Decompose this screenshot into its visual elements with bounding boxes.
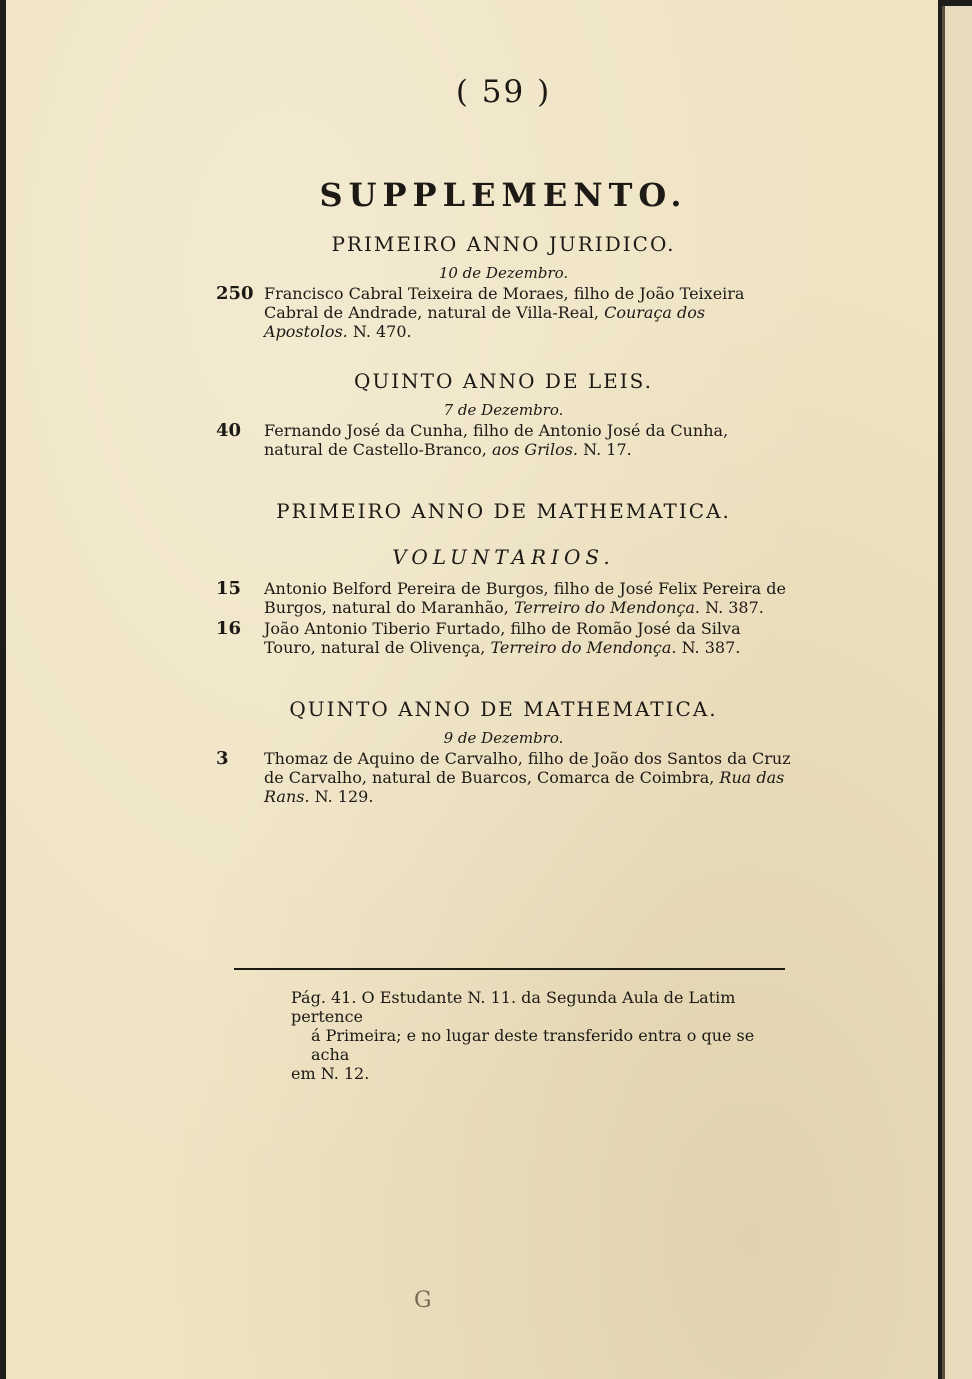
list-item bbox=[216, 421, 791, 459]
section-subtitle: VOLUNTARIOS. bbox=[392, 545, 615, 569]
entry-ref: N. 387. bbox=[705, 598, 764, 617]
errata-line: Pág. 41. O Estudante N. 11. da Segunda Aula de Latim pertence bbox=[291, 988, 736, 1026]
entry-text: filho de Antonio José da Cunha, natural de Castello-Branco, bbox=[264, 421, 729, 459]
entry-ref: N. 470. bbox=[352, 322, 412, 341]
entry-number: 250 bbox=[216, 283, 254, 304]
section-title: QUINTO ANNO DE MATHEMATICA. bbox=[289, 697, 718, 721]
errata-note bbox=[291, 988, 791, 1083]
list-item bbox=[216, 579, 791, 617]
section-primeiro-mathematica bbox=[216, 499, 791, 657]
adjacent-page-edge bbox=[942, 6, 972, 1379]
entry-name: Fernando José da Cunha, bbox=[264, 421, 468, 440]
section-title: PRIMEIRO ANNO JURIDICO. bbox=[331, 232, 676, 256]
entry-name: Antonio Belford Pereira de Burgos, bbox=[264, 579, 549, 598]
entry-address: Terreiro do Mendonça. bbox=[490, 638, 677, 657]
errata-line: á Primeira; e no lugar deste transferido entra o que se acha bbox=[311, 1026, 755, 1064]
divider-rule bbox=[234, 968, 785, 970]
entry-ref: N. 387. bbox=[681, 638, 741, 657]
entry-number: 15 bbox=[216, 578, 242, 599]
entry-text: filho de José Felix Pereira de Burgos, natural do Maranhão, bbox=[264, 579, 786, 617]
entry-ref: N. 17. bbox=[583, 440, 632, 459]
entry-ref: N. 129. bbox=[314, 787, 374, 806]
section-quinto-mathematica bbox=[216, 697, 791, 806]
entry-number: 40 bbox=[216, 420, 242, 441]
section-date: 10 de Dezembro. bbox=[438, 264, 569, 282]
entry-text: filho de João dos Santos da Cruz de Carvalho, natural de Buarcos, Comarca de Coimbra, bbox=[264, 749, 791, 787]
errata-line: em N. 12. bbox=[291, 1064, 370, 1083]
document-page bbox=[6, 0, 938, 1379]
section-primeiro-juridico bbox=[216, 232, 791, 341]
section-title: PRIMEIRO ANNO DE MATHEMATICA. bbox=[276, 499, 731, 523]
entry-text: filho de Romão José da Silva Touro, natural de Olivença, bbox=[264, 619, 741, 657]
entry-number: 3 bbox=[216, 748, 229, 769]
supplement-heading: SUPPLEMENTO. bbox=[319, 176, 688, 214]
page-content bbox=[216, 74, 791, 808]
section-date: 9 de Dezembro. bbox=[443, 729, 564, 747]
page-number: ( 59 ) bbox=[455, 74, 552, 110]
section-quinto-leis bbox=[216, 369, 791, 459]
entry-name: Francisco Cabral Teixeira de Moraes, bbox=[264, 284, 569, 303]
entry-address: aos Grilos. bbox=[491, 440, 579, 459]
section-title: QUINTO ANNO DE LEIS. bbox=[353, 369, 654, 393]
list-item bbox=[216, 619, 791, 657]
list-item bbox=[216, 749, 791, 806]
entry-address: Couraça dos Apostolos. bbox=[264, 303, 706, 341]
entry-name: Thomaz de Aquino de Carvalho, bbox=[264, 749, 523, 768]
entry-address: Terreiro do Mendonça. bbox=[513, 598, 700, 617]
entry-text: filho de João Teixeira Cabral de Andrade, natural de Villa-Real, bbox=[264, 284, 745, 322]
entry-number: 16 bbox=[216, 618, 242, 639]
entry-address: Rua das Rans. bbox=[264, 768, 785, 806]
list-item bbox=[216, 284, 791, 341]
section-date: 7 de Dezembro. bbox=[443, 401, 564, 419]
signature-mark: G bbox=[414, 1288, 432, 1313]
entry-name: João Antonio Tiberio Furtado, bbox=[264, 619, 506, 638]
